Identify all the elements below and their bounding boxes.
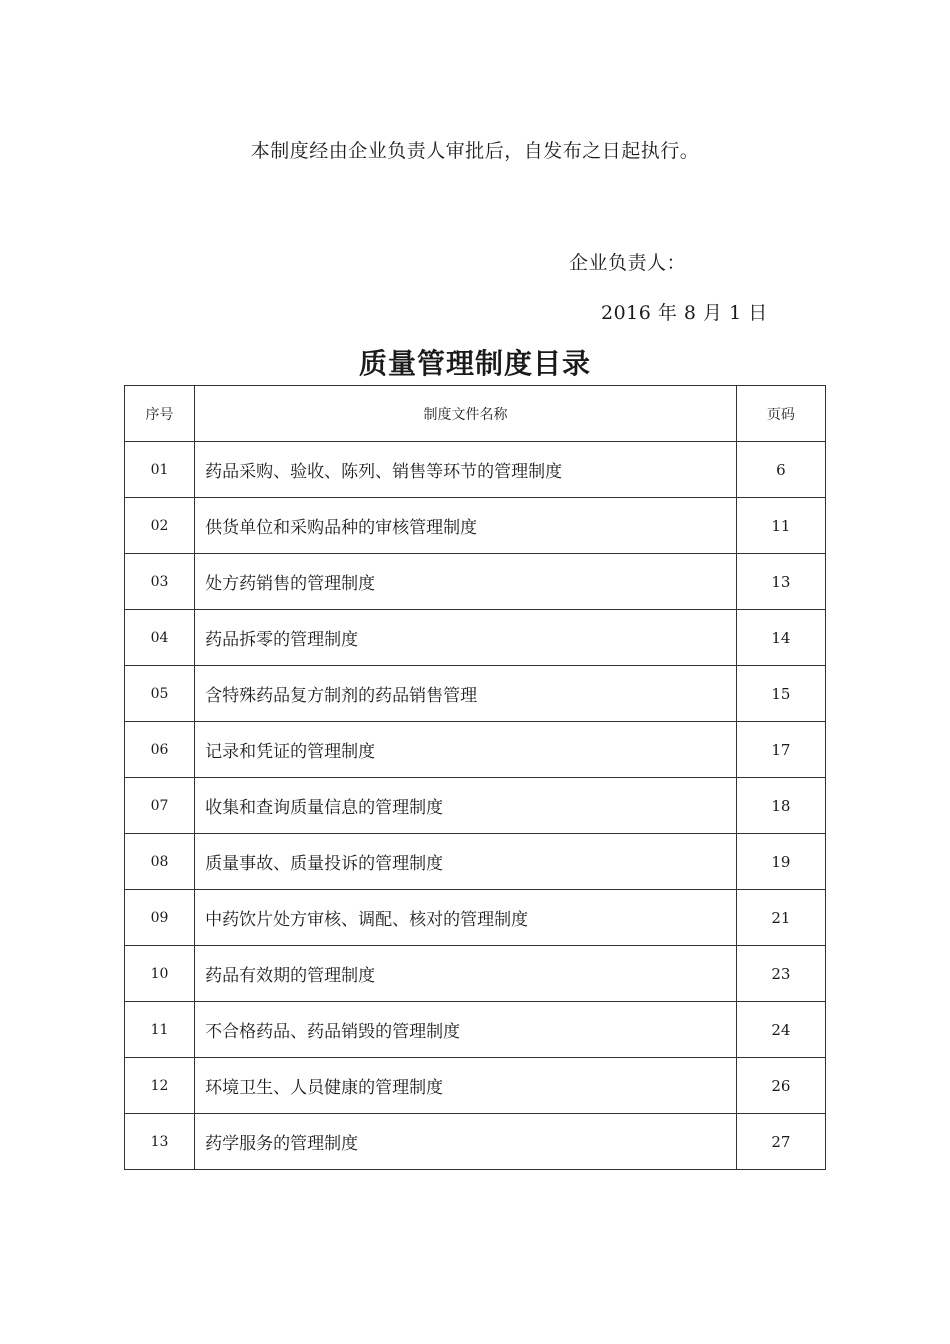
table-row [125, 834, 826, 890]
row-page: 17 [736, 722, 825, 778]
table-header-row [125, 386, 826, 442]
row-no: 01 [125, 442, 195, 498]
page-title: 质量管理制度目录 [358, 347, 591, 380]
table-row [125, 1114, 826, 1170]
table-row [125, 890, 826, 946]
table-row [125, 498, 826, 554]
row-name: 药学服务的管理制度 [195, 1114, 737, 1170]
row-page: 26 [736, 1058, 825, 1114]
row-name: 中药饮片处方审核、调配、核对的管理制度 [195, 890, 737, 946]
row-no: 03 [125, 554, 195, 610]
header-no: 序号 [125, 386, 195, 442]
table-row [125, 442, 826, 498]
table-row [125, 722, 826, 778]
row-name: 药品有效期的管理制度 [195, 946, 737, 1002]
row-no: 13 [125, 1114, 195, 1170]
row-name: 药品拆零的管理制度 [195, 610, 737, 666]
row-no: 09 [125, 890, 195, 946]
row-name: 供货单位和采购品种的审核管理制度 [195, 498, 737, 554]
row-no: 05 [125, 666, 195, 722]
signer-label: 企业负责人： [569, 252, 687, 274]
row-name: 质量事故、质量投诉的管理制度 [195, 834, 737, 890]
table-row [125, 666, 826, 722]
row-no: 06 [125, 722, 195, 778]
row-no: 04 [125, 610, 195, 666]
row-page: 27 [736, 1114, 825, 1170]
row-no: 11 [125, 1002, 195, 1058]
row-no: 10 [125, 946, 195, 1002]
row-name: 不合格药品、药品销毁的管理制度 [195, 1002, 737, 1058]
row-name: 处方药销售的管理制度 [195, 554, 737, 610]
row-no: 08 [125, 834, 195, 890]
row-no: 12 [125, 1058, 195, 1114]
row-name: 环境卫生、人员健康的管理制度 [195, 1058, 737, 1114]
row-page: 23 [736, 946, 825, 1002]
toc-table [124, 385, 826, 1170]
table-row [125, 610, 826, 666]
row-page: 15 [736, 666, 825, 722]
row-name: 药品采购、验收、陈列、销售等环节的管理制度 [195, 442, 737, 498]
table-row [125, 1002, 826, 1058]
row-page: 13 [736, 554, 825, 610]
table-row [125, 946, 826, 1002]
header-page: 页码 [736, 386, 825, 442]
issue-date: 2016 年 8 月 1 日 [601, 302, 768, 324]
table-row [125, 1058, 826, 1114]
row-page: 11 [736, 498, 825, 554]
row-page: 14 [736, 610, 825, 666]
approval-statement: 本制度经由企业负责人审批后，自发布之日起执行。 [250, 140, 700, 162]
table-row [125, 778, 826, 834]
row-page: 21 [736, 890, 825, 946]
header-name: 制度文件名称 [195, 386, 737, 442]
row-name: 含特殊药品复方制剂的药品销售管理 [195, 666, 737, 722]
row-page: 19 [736, 834, 825, 890]
row-page: 6 [736, 442, 825, 498]
row-page: 24 [736, 1002, 825, 1058]
row-no: 02 [125, 498, 195, 554]
row-page: 18 [736, 778, 825, 834]
table-row [125, 554, 826, 610]
row-name: 记录和凭证的管理制度 [195, 722, 737, 778]
row-name: 收集和查询质量信息的管理制度 [195, 778, 737, 834]
row-no: 07 [125, 778, 195, 834]
